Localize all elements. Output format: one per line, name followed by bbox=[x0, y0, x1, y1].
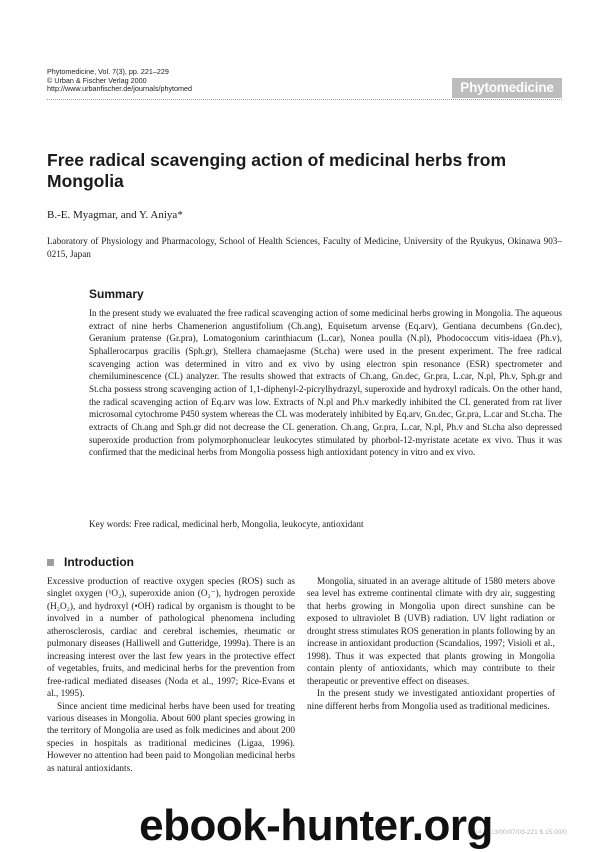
journal-logo-badge: Phytomedicine bbox=[452, 78, 562, 98]
intro-paragraph-3: Mongolia, situated in an average altitude of 1580 meters above sea level has extreme continental climate with dry air, suggesting that herbs growing in Mongolia upon direct sunshine can be exposed to ultraviolet B (UVB) radiation. UV light radiation or drought stress stimulates ROS generation in plants following by an increase in antioxidant production (Scandalios, 1997; Visioli et al., 1998). Thus it was expected that plants growing in Mongolia contain plenty of antioxidants, which may contribute to their therapeutic or preventive effect on diseases. bbox=[307, 577, 555, 687]
journal-volume-line: Phytomedicine, Vol. 7(3), pp. 221–229 bbox=[47, 67, 169, 76]
header-divider bbox=[47, 99, 562, 100]
copyright-line: © Urban & Fischer Verlag 2000 bbox=[47, 75, 147, 85]
keywords: Key words: Free radical, medicinal herb, Mongolia, leukocyte, antioxidant bbox=[89, 519, 364, 529]
journal-url: http://www.urbanfischer.de/journals/phytomed bbox=[47, 84, 193, 94]
intro-paragraph-1: Excessive production of reactive oxygen species (ROS) such as singlet oxygen (¹O₂), superoxide anion (O₂⁻), hydrogen peroxide (H₂O₂), and hydroxyl (•OH) radical by organism is thought to be involved in a number of pathological phenomena including atherosclerosis, cardiac and cerebral ischemies, rheumatic or pulmonary diseases (Halliwell and Gutteridge, 1999a). There is an increasing interest over the last few years in the protective effect of vegetables, fruits, and medicinal herbs for the prevention from free-radical mediated diseases (Noda et al., 1997; Rice-Evans et al., 1995). bbox=[47, 577, 295, 700]
author-affiliation: Laboratory of Physiology and Pharmacology, School of Health Sciences, Faculty of Medicine, University of the Ryukyus, Okinawa 903–0215, Japan bbox=[47, 236, 562, 259]
introduction-heading bbox=[47, 555, 134, 569]
summary-heading: Summary bbox=[89, 287, 144, 301]
abstract-text: In the present study we evaluated the free radical scavenging action of some medicinal herbs growing in Mongolia. The aqueous extract of nine herbs Chamenerion angustifolium (Ch.ang), Equisetum arvense (Eq.arv), Gentiana decumbens (Gn.dec), Geranium pratense (Gr.pra), Lomatogonium carinthiacum (L.car), Nonea poulla (N.pl), Phodococcum vitis-idaea (Ph.v), Sphallerocarpus gracilis (Sph.gr), Stellera chamaejasme (St.cha) were used in the present experiment. The free radical scavenging action was determined in vitro and ex vivo by using electron spin resonance (ESR) spectrometer and chemiluminescence (CL) analyzer. The results showed that extracts of Ch.ang, Gn.dec, Gr.pra, L.car, N.pl, Ph.v, Sph.gr and St.cha possess strong scavenging action of 1,1-diphenyl-2-picrylhydrazyl, superoxide and hydroxyl radicals. On the other hand, the radical scavenging action of Eq.arv was low. Extracts of N.pl and Ph.v markedly inhibited the CL generated from rat liver microsomal cytochrome P450 system whereas the CL was moderately inhibited by Eq.arv, Gn.dec, Gr.pra, L.car and St.cha. The extracts of Ch.ang and Sph.gr did not decrease the CL generation. Ch.ang, Gr.pra, L.car, N.pl, Ph.v and St.cha also depressed superoxide production from polymorphonuclear leukocytes stimulated by phorbol-12-myristate acetate ex vivo. Thus it was confirmed that the medicinal herbs from Mongolia possess high antioxidant potency in vitro and ex vivo. bbox=[89, 308, 562, 458]
intro-left-column bbox=[47, 576, 295, 775]
journal-citation bbox=[47, 68, 192, 94]
article-authors: B.-E. Myagmar, and Y. Aniya* bbox=[47, 209, 183, 221]
article-title: Free radical scavenging action of medicinal herbs from Mongolia bbox=[47, 150, 507, 191]
introduction-heading-label: Introduction bbox=[64, 555, 134, 569]
watermark-text: ebook-hunter.org bbox=[36, 800, 596, 852]
intro-paragraph-4: In the present study we investigated antioxidant properties of nine different herbs from Mongolia used as traditional medicines. bbox=[307, 689, 555, 712]
section-marker-icon bbox=[47, 559, 54, 566]
intro-right-column bbox=[307, 576, 555, 713]
intro-paragraph-2: Since ancient time medicinal herbs have been used for treating various diseases in Mongolia. About 600 plant species growing in the territory of Mongolia are used as folk medicines and about 200 species in hospitals as traditional medicines (Ligaa, 1996). However no attention had been paid to Mongolian medicinal herbs as natural antioxidants. bbox=[47, 701, 295, 774]
